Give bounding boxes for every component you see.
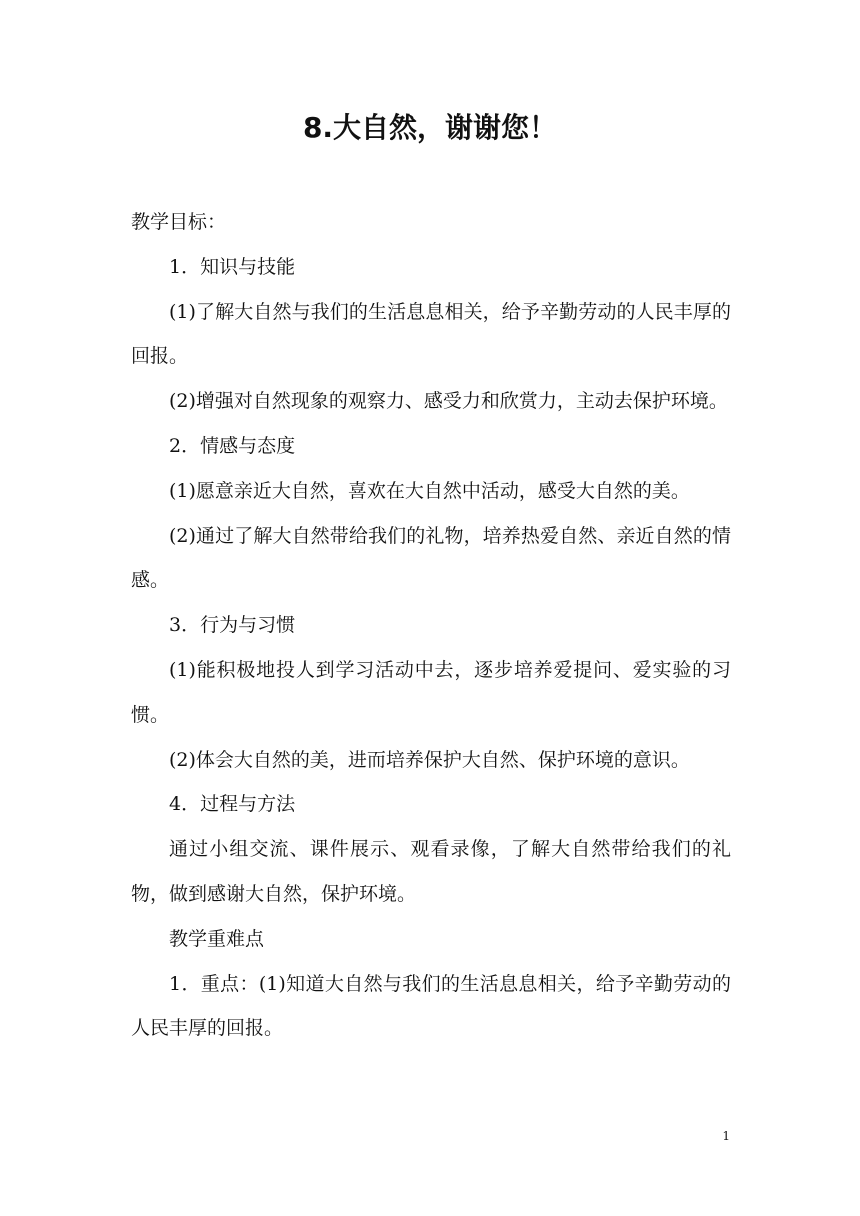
paragraph: 教学重难点 [169,927,265,950]
paragraph: 1．知识与技能 [169,255,296,278]
paragraph: 通过小组交流、课件展示、观看录像，了解大自然带给我们的礼物，做到感谢大自然，保护环境。 [131,838,731,905]
paragraph: 4．过程与方法 [169,793,296,816]
paragraph: 2．情感与态度 [169,434,296,457]
paragraph: (1)能积极地投人到学习活动中去，逐步培养爱提问、爱实验的习惯。 [131,658,731,726]
paragraph: (2)体会大自然的美，进而培养保护大自然、保护环境的意识。 [169,748,690,771]
paragraph: 教学目标： [131,211,227,233]
paragraph: (1)愿意亲近大自然，喜欢在大自然中活动，感受大自然的美。 [169,479,690,502]
paragraph: (1)了解大自然与我们的生活息息相关，给予辛勤劳动的人民丰厚的回报。 [131,300,731,368]
page-number: 1 [722,1129,730,1143]
document-body [131,200,731,1051]
paragraph: 1．重点：(1)知道大自然与我们的生活息息相关，给予辛勤劳动的人民丰厚的回报。 [131,972,731,1040]
paragraph: 3．行为与习惯 [169,614,296,637]
paragraph: (2)通过了解大自然带给我们的礼物，培养热爱自然、亲近自然的情感。 [131,524,731,592]
document-title: 8.大自然，谢谢您！ [302,111,558,144]
paragraph: (2)增强对自然现象的观察力、感受力和欣赏力，主动去保护环境。 [169,390,728,413]
